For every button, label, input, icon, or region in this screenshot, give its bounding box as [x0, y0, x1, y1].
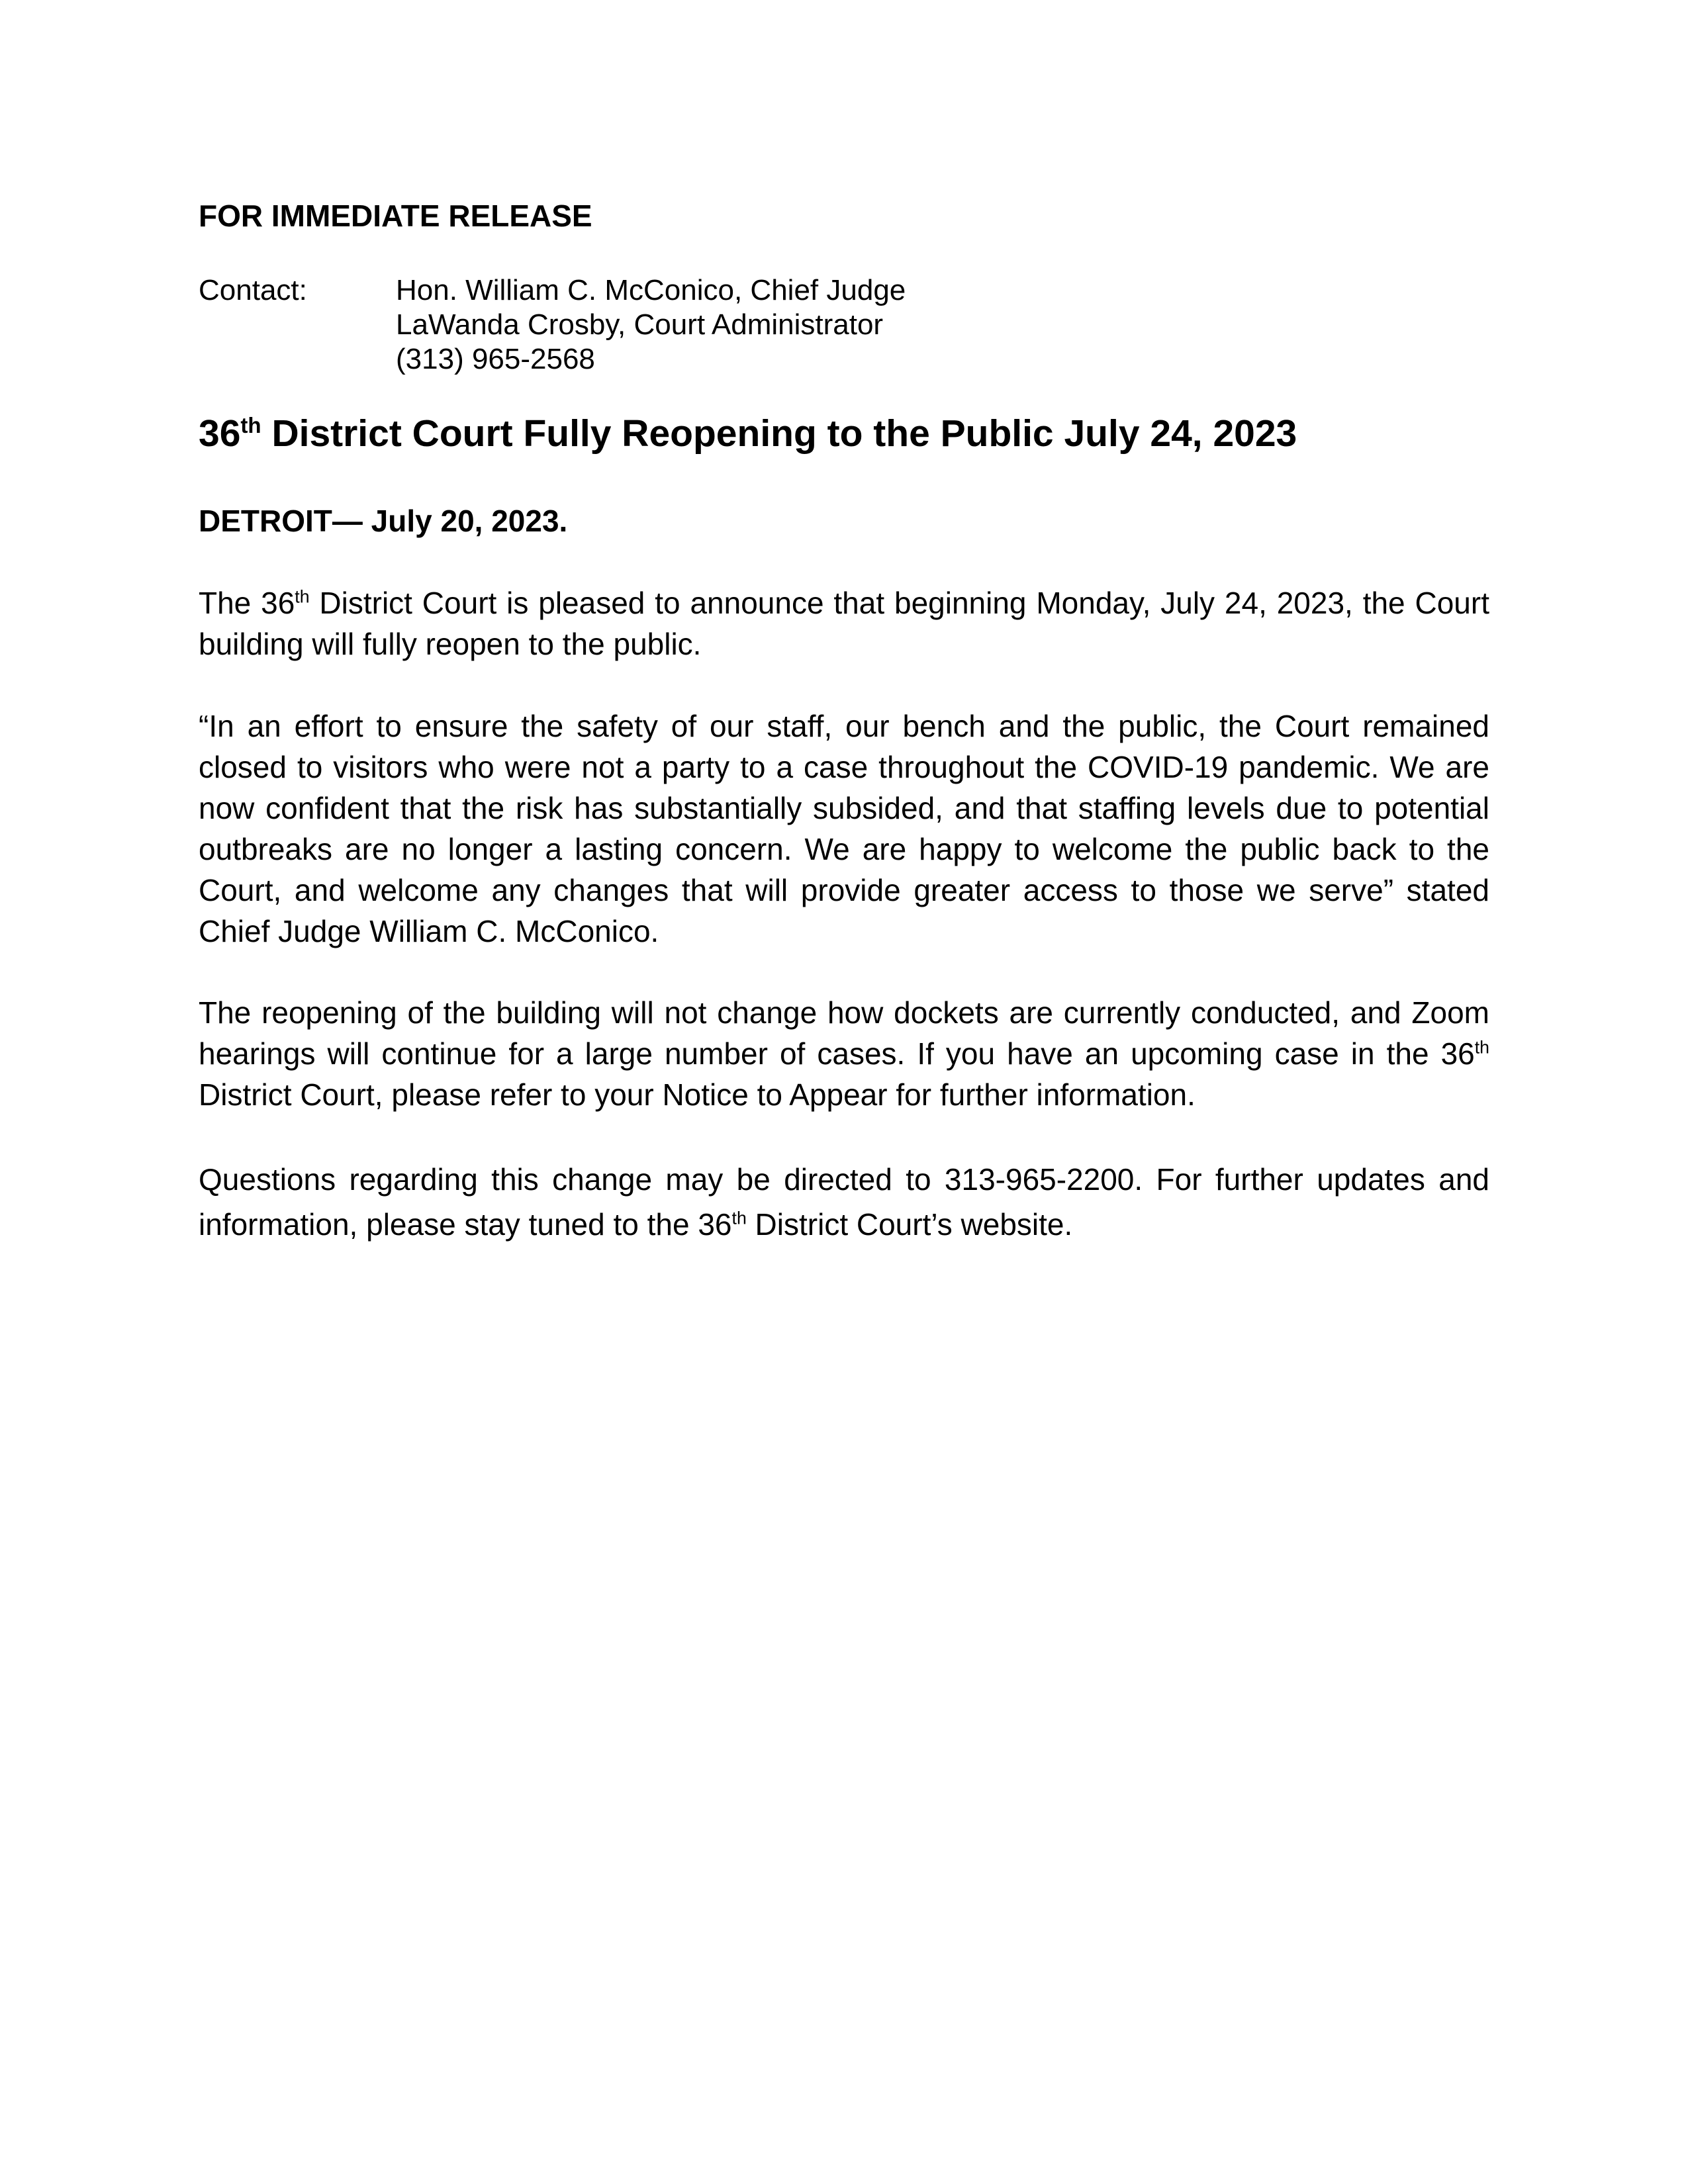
- headline: [199, 410, 1297, 457]
- headline-number: 36: [199, 412, 241, 455]
- contact-line-phone: (313) 965-2568: [396, 343, 595, 375]
- ordinal-suffix: th: [731, 1208, 747, 1228]
- paragraph-dockets-end: District Court, please refer to your Notice to Appear for further information.: [199, 1077, 1196, 1112]
- contact-label: Contact:: [199, 274, 307, 306]
- paragraph-announcement-start: The 36: [199, 586, 295, 620]
- contact-line-chief-judge: Hon. William C. McConico, Chief Judge: [396, 274, 906, 306]
- paragraph-quote: “In an effort to ensure the safety of our staff, our bench and the public, the Court remained closed to visitors who were not a party to a case throughout the COVID-19 pandemic. We are now confident that the risk has substantially subsided, and that staffing levels due to potential outbreaks are no longer a lasting concern. We are happy to welcome the public back to the Court, and welcome any changes that will provide greater access to those we serve” stated Chief Judge William C. McConico.: [199, 709, 1489, 948]
- paragraph-dockets-start: The reopening of the building will not change how dockets are currently conducted, and Zoom hearings will continue for a large number of cases. If you have an upcoming case in the 36: [199, 995, 1489, 1071]
- contact-details: [396, 273, 906, 377]
- dateline: DETROIT— July 20, 2023.: [199, 504, 568, 538]
- paragraph-announcement-end: District Court is pleased to announce that beginning Monday, July 24, 2023, the Court building will fully reopen to the public.: [199, 586, 1489, 661]
- ordinal-suffix: th: [1474, 1037, 1489, 1058]
- paragraph-questions-start: Questions regarding this change may be directed to 313-965-2200. For further updates and information, please stay tuned to the 36: [199, 1162, 1489, 1242]
- paragraph-questions: [199, 1157, 1489, 1247]
- paragraph-dockets: [199, 992, 1489, 1115]
- release-label: FOR IMMEDIATE RELEASE: [199, 199, 592, 233]
- headline-ordinal-suffix: th: [240, 414, 261, 438]
- paragraph-announcement: [199, 582, 1489, 664]
- headline-text: District Court Fully Reopening to the Public July 24, 2023: [261, 412, 1297, 455]
- ordinal-suffix: th: [295, 586, 310, 607]
- contact-line-administrator: LaWanda Crosby, Court Administrator: [396, 308, 884, 341]
- paragraph-questions-end: District Court’s website.: [746, 1207, 1073, 1242]
